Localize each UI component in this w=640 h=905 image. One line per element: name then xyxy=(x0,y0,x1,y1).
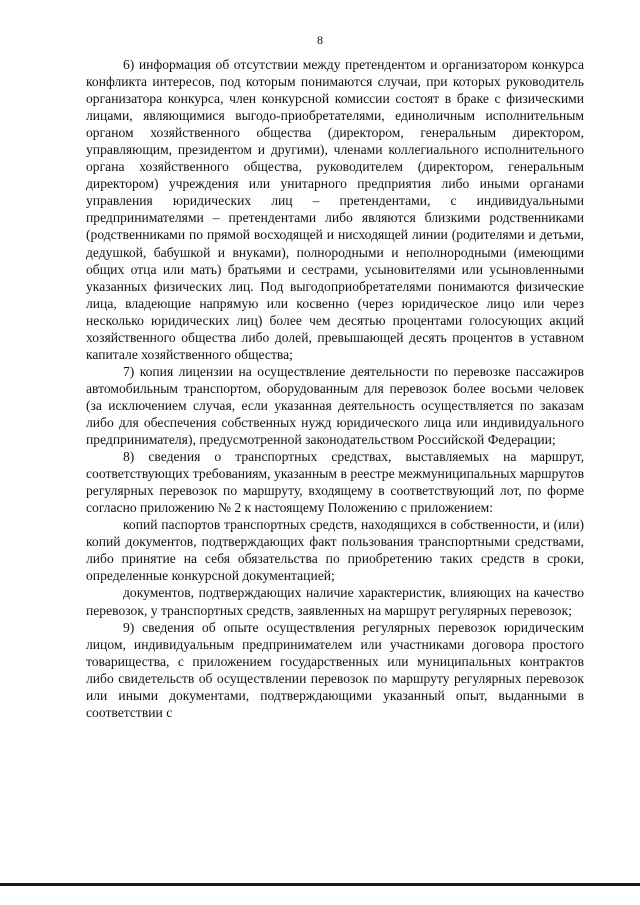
bottom-divider xyxy=(0,883,640,886)
document-body xyxy=(86,56,584,721)
paragraph-item-9: 9) сведения об опыте осуществления регулярных перевозок юридическим лицом, индивидуальным предпринимателем или участниками договора простого товарищества, с приложением государственных или муниципальных контрактов либо свидетельств об осуществлении перевозок по маршруту регулярных перевозок или иными документами, подтверждающими указанный опыт, выданными в соответствии с xyxy=(86,619,584,720)
page-number: 8 xyxy=(317,33,323,47)
paragraph-passport-copies: копий паспортов транспортных средств, находящихся в собственности, и (или) копий документов, подтверждающих факт пользования транспортными средствами, либо принятие на себя обязательства по приобретению таких средств в сроки, определенные конкурсной документацией; xyxy=(86,517,584,584)
paragraph-item-6: 6) информация об отсутствии между претендентом и организатором конкурса конфликта интересов, под которым понимаются случаи, при которых руководитель организатора конкурса, член конкурсной комиссии состоят в браке с физическими лицами, являющимися выгодо-приобретателями, единоличным исполнительным органом хозяйственного общества (директором, генеральным директором, управляющим, президентом и другими), членами коллегиального исполнительного органа хозяйственного общества, руководителем (директором, генеральным директором) учреждения или унитарного предприятия либо иными органами управления юридических лиц – претендентами, с индивидуальными предпринимателями – претендентами либо являются близкими родственниками (родственниками по прямой восходящей и нисходящей линии (родителями и детьми, дедушкой, бабушкой и внуками), полнородными и неполнородными (имеющими общих отца или мать) братьями и сестрами, усыновителями или усыновленными указанных физических лиц. Под выгодоприобретателями понимаются физические лица, владеющие напрямую или косвенно (через юридическое лицо или через несколько юридических лиц) более чем десятью процентами голосующих акций хозяйственного общества либо долей, превышающей десять процентов в уставном капитале хозяйственного общества; xyxy=(86,57,584,362)
paragraph-characteristics-documents: документов, подтверждающих наличие характеристик, влияющих на качество перевозок, у транспортных средств, заявленных на маршрут регулярных перевозок; xyxy=(86,585,584,618)
paragraph-item-8: 8) сведения о транспортных средствах, выставляемых на маршрут, соответствующих требованиям, указанным в реестре межмуниципальных маршрутов регулярных перевозок по маршруту, входящему в соответствующий лот, по форме согласно приложению № 2 к настоящему Положению с приложением: xyxy=(86,449,584,516)
paragraph-item-7: 7) копия лицензии на осуществление деятельности по перевозке пассажиров автомобильным транспортом, оборудованным для перевозок более восьми человек (за исключением случая, если указанная деятельность осуществляется по заказам либо для обеспечения собственных нужд юридического лица или индивидуального предпринимателя), предусмотренной законодательством Российской Федерации; xyxy=(86,363,584,448)
